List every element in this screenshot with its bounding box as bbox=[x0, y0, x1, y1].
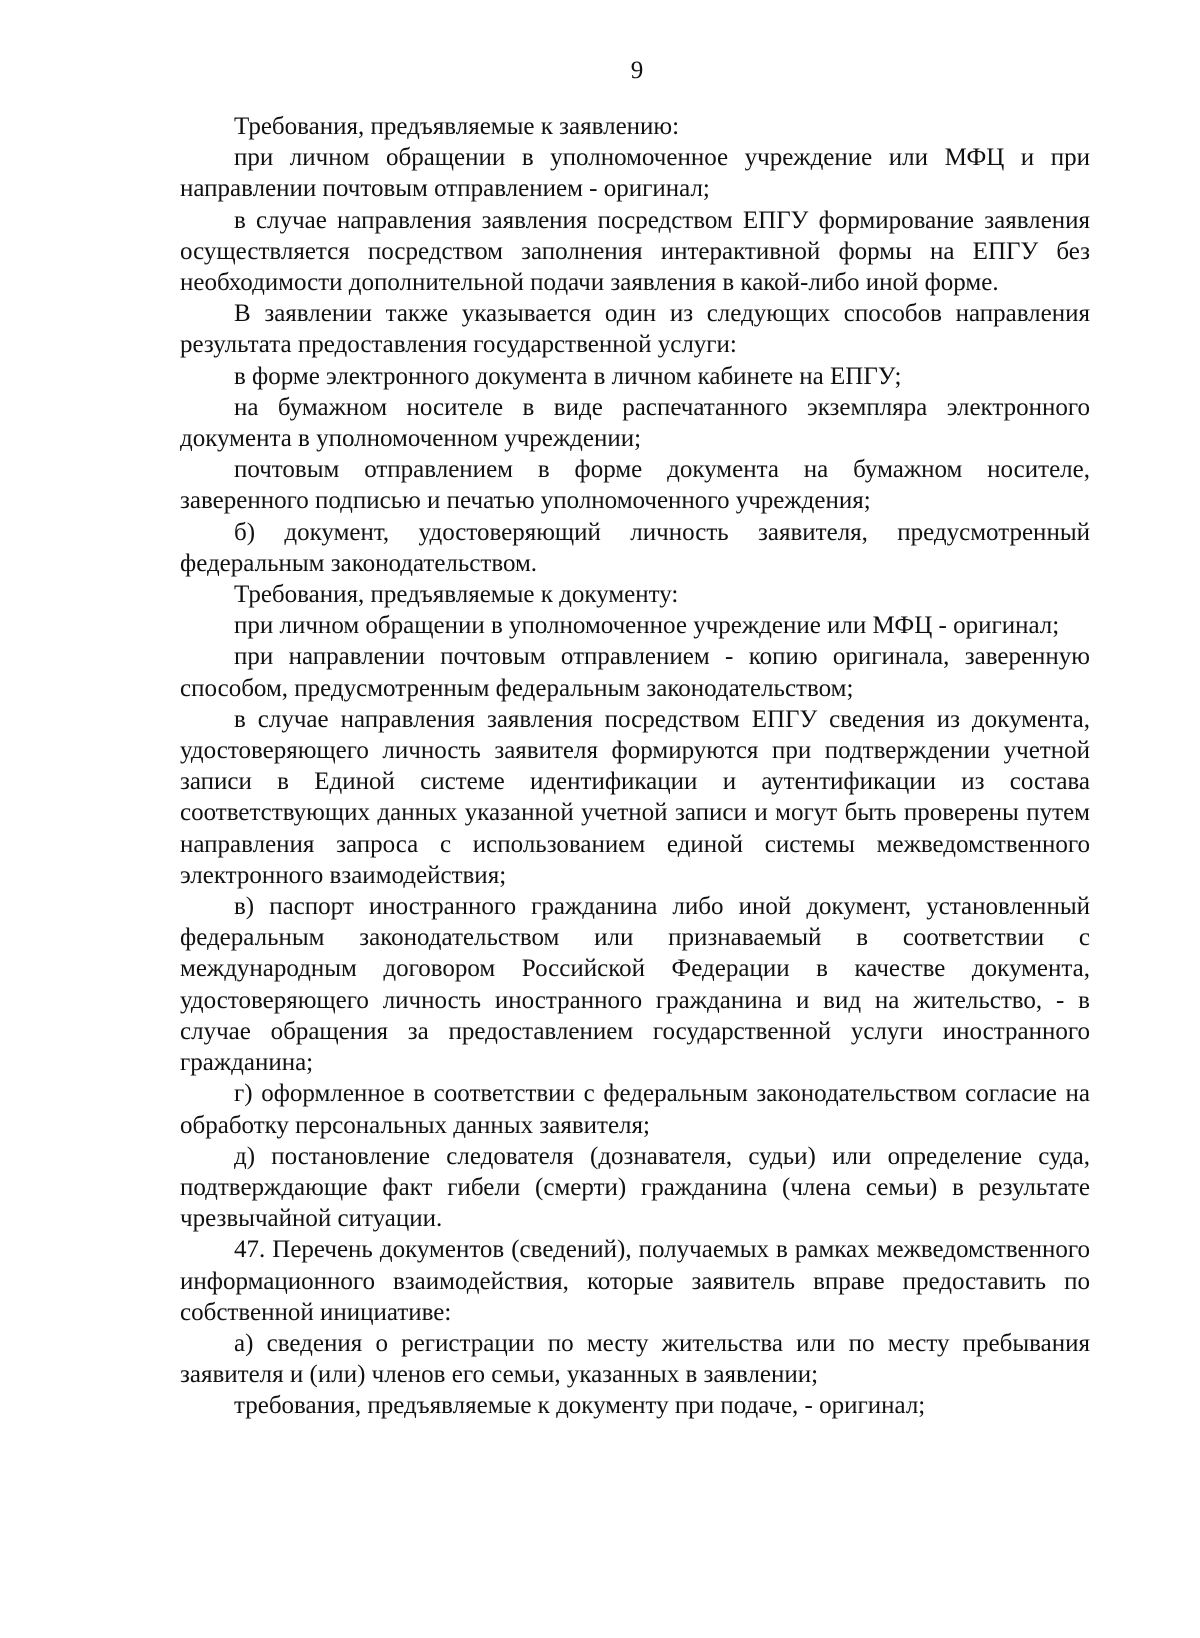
paragraph: Требования, предъявляемые к документу: bbox=[234, 581, 679, 609]
paragraph: г) оформленное в соответствии с федеральным законодательством согласие на обработку персональных данных заявителя; bbox=[180, 1080, 1090, 1139]
paragraph: В заявлении также указывается один из следующих способов направления результата предоставления государственной услуги: bbox=[180, 300, 1090, 359]
paragraph: в) паспорт иностранного гражданина либо иной документ, установленный федеральным законодательством или признаваемый в соответствии с международным договором Российской Федерации в качестве документа, удостоверяющего личность иностранного гражданина и вид на жительство, - в случае обращения за предоставлением государственной услуги иностранного гражданина; bbox=[180, 893, 1090, 1077]
paragraph: д) постановление следователя (дознавателя, судьи) или определение суда, подтверждающие факт гибели (смерти) гражданина (члена семьи) в результате чрезвычайной ситуации. bbox=[180, 1142, 1090, 1233]
paragraph: требования, предъявляемые к документу при подаче, - оригинал; bbox=[234, 1392, 926, 1420]
paragraph: а) сведения о регистрации по месту жительства или по месту пребывания заявителя и (или) членов его семьи, указанных в заявлении; bbox=[180, 1329, 1090, 1389]
paragraph: при личном обращении в уполномоченное учреждение или МФЦ и при направлении почтовым отправлением - оригинал; bbox=[180, 144, 1090, 203]
paragraph: б) документ, удостоверяющий личность заявителя, предусмотренный федеральным законодательством. bbox=[180, 518, 1090, 577]
paragraph: 47. Перечень документов (сведений), получаемых в рамках межведомственного информационного взаимодействия, которые заявитель вправе предоставить по собственной инициативе: bbox=[180, 1236, 1090, 1326]
paragraph: почтовым отправлением в форме документа на бумажном носителе, заверенного подписью и печатью уполномоченного учреждения; bbox=[180, 456, 1090, 515]
paragraph: в случае направления заявления посредством ЕПГУ формирование заявления осуществляется посредством заполнения интерактивной формы на ЕПГУ без необходимости дополнительной подачи заявления в какой-либо иной форме. bbox=[180, 206, 1090, 297]
paragraph: при направлении почтовым отправлением - копию оригинала, заверенную способом, предусмотренным федеральным законодательством; bbox=[180, 643, 1090, 702]
paragraph: в случае направления заявления посредством ЕПГУ сведения из документа, удостоверяющего личность заявителя формируются при подтверждении учетной записи в Единой системе идентификации и аутентификации из состава соответствующих данных указанной учетной записи и могут быть проверены путем направления запроса с использованием единой системы межведомственного электронного взаимодействия; bbox=[180, 705, 1090, 889]
paragraph: при личном обращении в уполномоченное учреждение или МФЦ - оригинал; bbox=[234, 612, 1060, 640]
paragraph: в форме электронного документа в личном кабинете на ЕПГУ; bbox=[234, 362, 902, 390]
document-body bbox=[180, 111, 1090, 1422]
paragraph: Требования, предъявляемые к заявлению: bbox=[234, 113, 680, 140]
paragraph: на бумажном носителе в виде распечатанного экземпляра электронного документа в уполномоченном учреждении; bbox=[180, 393, 1090, 453]
page-number: 9 bbox=[630, 57, 644, 84]
